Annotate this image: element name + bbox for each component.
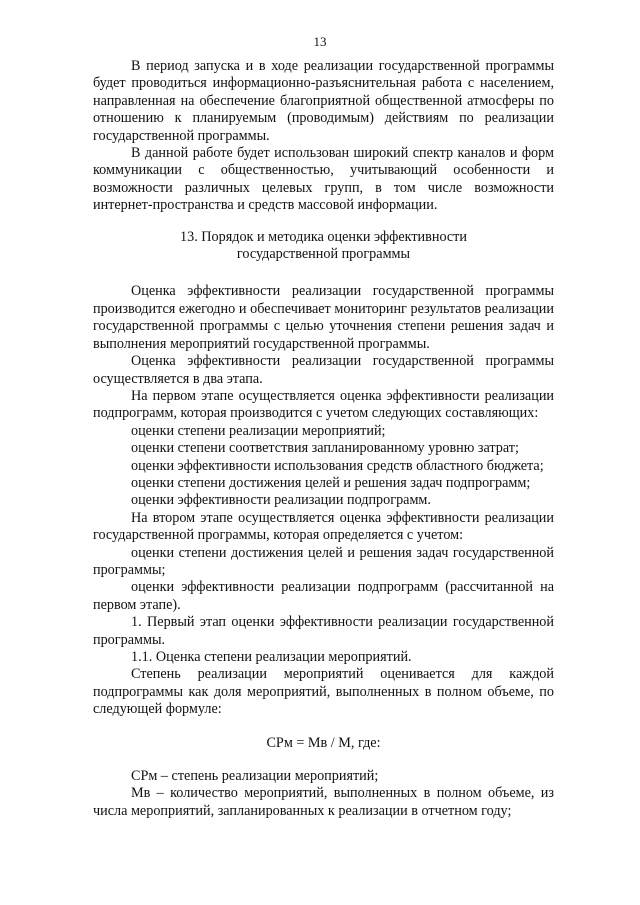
list-item: оценки степени реализации мероприятий; bbox=[131, 422, 386, 439]
list-item: оценки степени достижения целей и решения задач подпрограмм; bbox=[131, 474, 531, 491]
definition: СРм – степень реализации мероприятий; bbox=[131, 768, 379, 785]
list-item: оценки эффективности реализации подпрограмм. bbox=[131, 492, 431, 509]
definition: Мв – количество мероприятий, выполненных в полном объеме, из числа мероприятий, запланированных к реализации в отчетном году; bbox=[93, 785, 554, 819]
paragraph: 1.1. Оценка степени реализации мероприятий. bbox=[131, 649, 412, 665]
paragraph: На втором этапе осуществляется оценка эффективности реализации государственной программы, которая определяется с учетом: bbox=[93, 509, 554, 544]
section-heading-line: государственной программы bbox=[236, 246, 411, 263]
formula: СРм = Мв / М, где: bbox=[266, 734, 381, 751]
paragraph: На первом этапе осуществляется оценка эффективности реализации подпрограмм, которая производится с учетом следующих составляющих: bbox=[93, 387, 554, 422]
paragraph: Оценка эффективности реализации государственной программы осуществляется в два этапа. bbox=[93, 353, 554, 387]
list-item: оценки степени достижения целей и решения задач государственной программы; bbox=[93, 544, 554, 578]
list-item: оценки эффективности использования средств областного бюджета; bbox=[131, 457, 544, 474]
paragraph: Степень реализации мероприятий оценивается для каждой подпрограммы как доля мероприятий, выполненных в полном объеме, по следующей формуле: bbox=[93, 666, 554, 718]
paragraph: В период запуска и в ходе реализации государственной программы будет проводиться информационно-разъяснительная работа с населением, направленная на обеспечение благоприятной общественной атмосферы по отношению к планируемым (проводимым) действиям по реализации государственной программы. bbox=[93, 58, 554, 144]
paragraph: В данной работе будет использован широкий спектр каналов и форм коммуникации с общественностью, учитывающий особенности и возможности различных целевых групп, в том числе возможности интернет-пространства и средств массовой информации. bbox=[93, 145, 554, 214]
paragraph: 1. Первый этап оценки эффективности реализации государственной программы. bbox=[93, 614, 554, 648]
paragraph: Оценка эффективности реализации государственной программы производится ежегодно и обеспечивает мониторинг результатов реализации государственной программы с целью уточнения степени решения задач и выполнения мероприятий государственной программы. bbox=[93, 283, 554, 352]
section-heading-line: 13. Порядок и методика оценки эффективности bbox=[180, 228, 467, 245]
section-heading bbox=[93, 229, 554, 264]
page-number: 13 bbox=[313, 34, 327, 49]
document-body bbox=[93, 58, 554, 820]
list-item: оценки степени соответствия запланированному уровню затрат; bbox=[131, 440, 519, 457]
list-item: оценки эффективности реализации подпрограмм (рассчитанной на первом этапе). bbox=[93, 579, 554, 613]
